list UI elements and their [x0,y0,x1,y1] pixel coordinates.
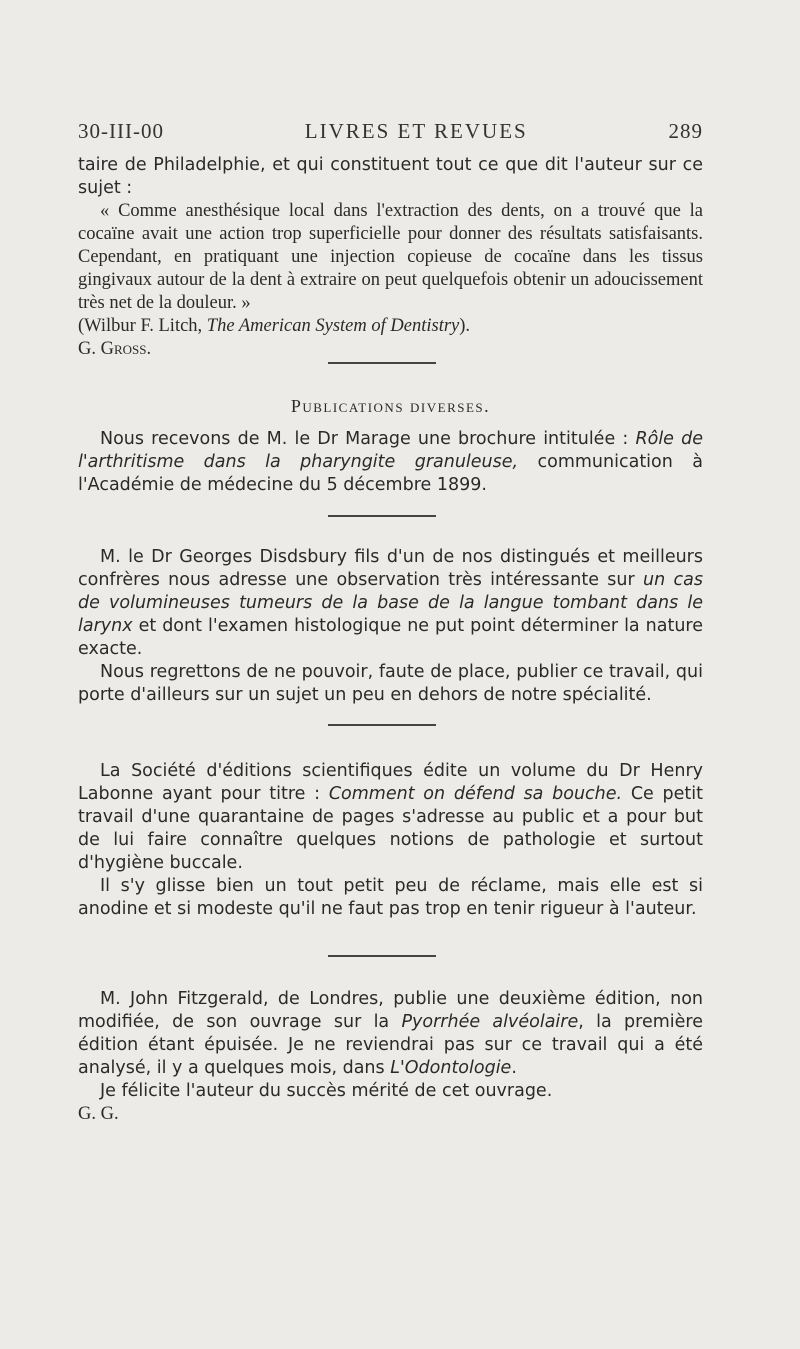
paragraph-labonne [78,760,703,875]
article-continuation [78,154,703,361]
paragraph-felicite: Je félicite l'auteur du succès mérité de cet ouvrage. [100,1081,553,1101]
page-number: 289 [668,119,703,143]
signature-g-gross: G. Gross. [78,339,152,359]
citation-book-title: The American System of Dentistry [206,316,460,336]
divider-rule [328,955,436,957]
fitzgerald-text-end: . [511,1058,517,1078]
header-journal-section: LIVRES ET REVUES [304,119,528,143]
odontologie-title: L'Odontologie [390,1058,512,1078]
labonne-title: Comment on défend sa bouche. [328,784,623,804]
marage-text-end: communication à l'Académie de médecine du 5 décembre 1899. [78,452,703,495]
signature-g-g: G. G. [78,1104,119,1124]
divider-rule [328,362,436,364]
paragraph-reclame: Il s'y glisse bien un tout petit peu de réclame, mais elle est si anodine et si modeste qu'il ne faut pas trop en tenir rigueur à l'auteur. [78,876,703,919]
marage-title: Rôle de l'arthritisme dans la pharyngite granuleuse, [78,429,703,472]
header-date: 30-III-00 [78,119,164,143]
fitzgerald-text-mid: , la première édition étant épuisée. Je ne reviendrai pas sur ce travail qui a été analysé, il y a quelques mois, dans [78,1012,703,1078]
divider-rule [328,724,436,726]
labonne-text: La Société d'éditions scientifiques édite un volume du Dr Henry Labonne ayant pour titre : [78,761,703,804]
disdsbury-title: un cas de volumineuses tumeurs de la base de la langue tombant dans le larynx [78,570,703,636]
quote-paragraph: « Comme anesthésique local dans l'extraction des dents, on a trouvé que la cocaïne avait une action trop superficielle pour donner des résultats satisfaisants. Cependant, en pratiquant une injection copieuse de cocaïne dans les tissus gingivaux autour de la dent à extraire on peut quelquefois obtenir un adoucissement très net de la douleur. » [78,201,703,313]
paragraph-disdsbury [78,546,703,661]
citation-end: ). [459,316,471,336]
notice-marage [78,428,703,497]
pyorrhee-title: Pyorrhée alvéolaire [401,1012,579,1032]
fitzgerald-text: M. John Fitzgerald, de Londres, publie une deuxième édition, non modifiée, de son ouvrage sur la [78,989,703,1032]
notice-fitzgerald [78,988,703,1126]
citation-author: (Wilbur F. Litch, [78,316,207,336]
marage-text: Nous recevons de M. le Dr Marage une brochure intitulée : [100,429,636,449]
notice-labonne [78,760,703,921]
paragraph-intro: taire de Philadelphie, et qui constituent tout ce que dit l'auteur sur ce sujet : [78,155,703,198]
labonne-text-end: Ce petit travail d'une quarantaine de pages s'adresse au public et a pour but de lui faire connaître quelques notions de pathologie et surtout d'hygiène buccale. [78,784,704,873]
paragraph-marage [78,428,703,497]
paragraph-fitzgerald [78,988,703,1080]
citation [78,315,703,338]
section-heading: Publications diverses. [290,396,491,416]
divider-rule [328,515,436,517]
paragraph-regret: Nous regrettons de ne pouvoir, faute de place, publier ce travail, qui porte d'ailleurs sur un sujet un peu en dehors de notre spécialité. [78,662,703,705]
disdsbury-text-end: et dont l'examen histologique ne put point déterminer la nature exacte. [78,616,703,659]
disdsbury-text: M. le Dr Georges Disdsbury fils d'un de nos distingués et meilleurs confrères nous adresse une observation très intéressante sur [78,547,703,590]
notice-disdsbury [78,546,703,707]
running-header [78,119,703,144]
